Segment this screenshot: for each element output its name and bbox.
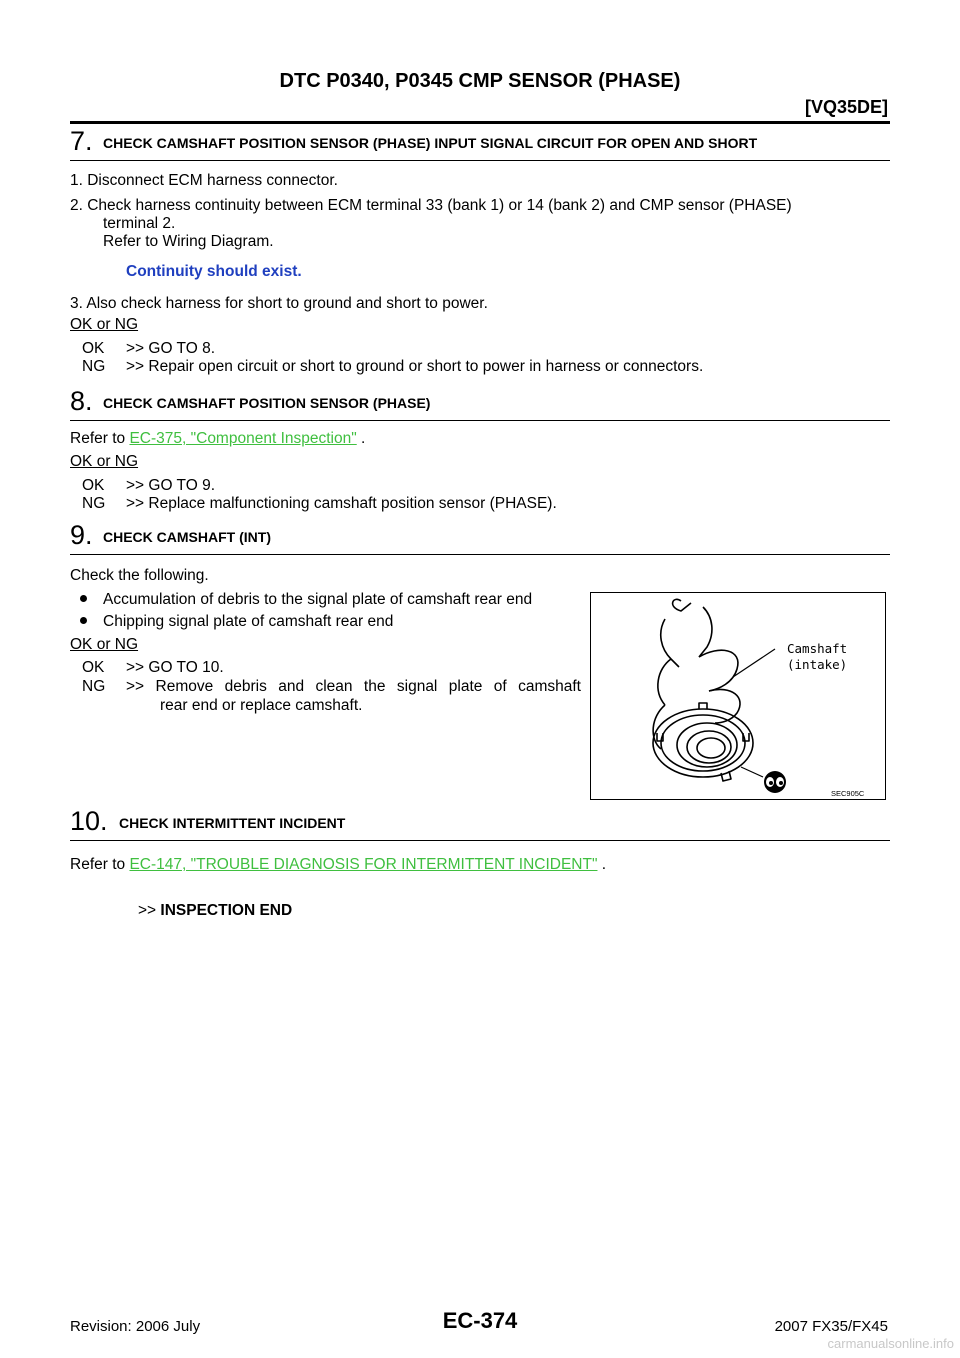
- intermittent-incident-link[interactable]: EC-147, "TROUBLE DIAGNOSIS FOR INTERMITTENT INCIDENT": [129, 856, 598, 873]
- s8-ok-label: OK: [82, 477, 105, 494]
- bullet-icon: [80, 617, 87, 624]
- section-8-number: 8.: [70, 386, 93, 416]
- s9-bullet-2: [80, 613, 393, 631]
- intake-label: (intake): [787, 657, 848, 672]
- camshaft-label: Camshaft: [787, 641, 848, 656]
- s9-bullet-2-text: Chipping signal plate of camshaft rear end: [103, 613, 394, 630]
- section-10-heading: [70, 806, 890, 841]
- s7-ok-or-ng: OK or NG: [70, 316, 139, 333]
- s7-step-1: 1. Disconnect ECM harness connector.: [70, 172, 338, 189]
- s9-bullet-1-text: Accumulation of debris to the signal plate of camshaft rear end: [103, 591, 533, 608]
- s8-refer-label: Refer to: [70, 430, 126, 447]
- end-prefix: >>: [138, 902, 157, 919]
- s9-ok-or-ng: OK or NG: [70, 636, 139, 653]
- section-7-title: CHECK CAMSHAFT POSITION SENSOR (PHASE) INPUT SIGNAL CIRCUIT FOR OPEN AND SHORT: [103, 135, 758, 151]
- revision-label: Revision: 2006 July: [70, 1318, 201, 1335]
- s7-ng-action: >> Repair open circuit or short to ground or short to power in harness or connectors.: [126, 358, 704, 375]
- section-8-heading: [70, 386, 890, 421]
- s10-refer: [70, 856, 606, 874]
- s7-step-3: 3. Also check harness for short to ground and short to power.: [70, 295, 488, 312]
- s7-step-2-ref: Refer to Wiring Diagram.: [103, 233, 274, 250]
- s9-ng-action-cont: rear end or replace camshaft.: [160, 697, 363, 714]
- section-9-number: 9.: [70, 520, 93, 550]
- section-10-number: 10.: [70, 806, 108, 836]
- s10-refer-end: .: [601, 856, 607, 873]
- s7-ok-label: OK: [82, 340, 105, 357]
- camshaft-illustration: [591, 593, 884, 798]
- section-9-heading: [70, 520, 890, 555]
- s8-ng-action: >> Replace malfunctioning camshaft position sensor (PHASE).: [126, 495, 557, 512]
- section-10-title: CHECK INTERMITTENT INCIDENT: [119, 815, 346, 831]
- s9-bullet-1: [80, 591, 532, 609]
- continuity-note: Continuity should exist.: [126, 263, 302, 280]
- engine-model-label: [VQ35DE]: [804, 97, 888, 117]
- s9-ok-action: >> GO TO 10.: [126, 659, 224, 676]
- s9-intro: Check the following.: [70, 567, 209, 584]
- section-9-title: CHECK CAMSHAFT (INT): [103, 529, 271, 545]
- section-8-title: CHECK CAMSHAFT POSITION SENSOR (PHASE): [103, 395, 431, 411]
- page-title: DTC P0340, P0345 CMP SENSOR (PHASE): [279, 70, 681, 92]
- s7-ok-action: >> GO TO 8.: [126, 340, 216, 357]
- vehicle-model-label: 2007 FX35/FX45: [774, 1318, 888, 1335]
- s8-refer: [70, 430, 365, 448]
- s7-step-2: 2. Check harness continuity between ECM terminal 33 (bank 1) or 14 (bank 2) and CMP sensor (PHASE): [70, 197, 792, 214]
- s9-ng-action: >> Remove debris and clean the signal plate of camshaft: [126, 678, 581, 695]
- s8-ng-label: NG: [82, 495, 106, 512]
- end-text: INSPECTION END: [160, 902, 293, 919]
- component-inspection-link[interactable]: EC-375, "Component Inspection": [129, 430, 357, 447]
- s9-ok-label: OK: [82, 659, 105, 676]
- camshaft-figure: [590, 592, 886, 800]
- page-number: EC-374: [442, 1308, 518, 1333]
- s8-ok-action: >> GO TO 9.: [126, 477, 216, 494]
- inspection-end: [138, 902, 292, 920]
- s8-ok-or-ng: OK or NG: [70, 453, 139, 470]
- s10-refer-label: Refer to: [70, 856, 126, 873]
- watermark: carmanualsonline.info: [827, 1336, 954, 1351]
- s8-refer-end: .: [361, 430, 366, 447]
- figure-code: SEC905C: [831, 789, 865, 798]
- section-7-number: 7.: [70, 126, 93, 156]
- s9-ng-label: NG: [82, 678, 106, 695]
- section-7-heading: [70, 126, 890, 161]
- s7-ng-label: NG: [82, 358, 106, 375]
- header-rule: [70, 121, 890, 124]
- bullet-icon: [80, 595, 87, 602]
- s7-step-2-cont: terminal 2.: [103, 215, 176, 232]
